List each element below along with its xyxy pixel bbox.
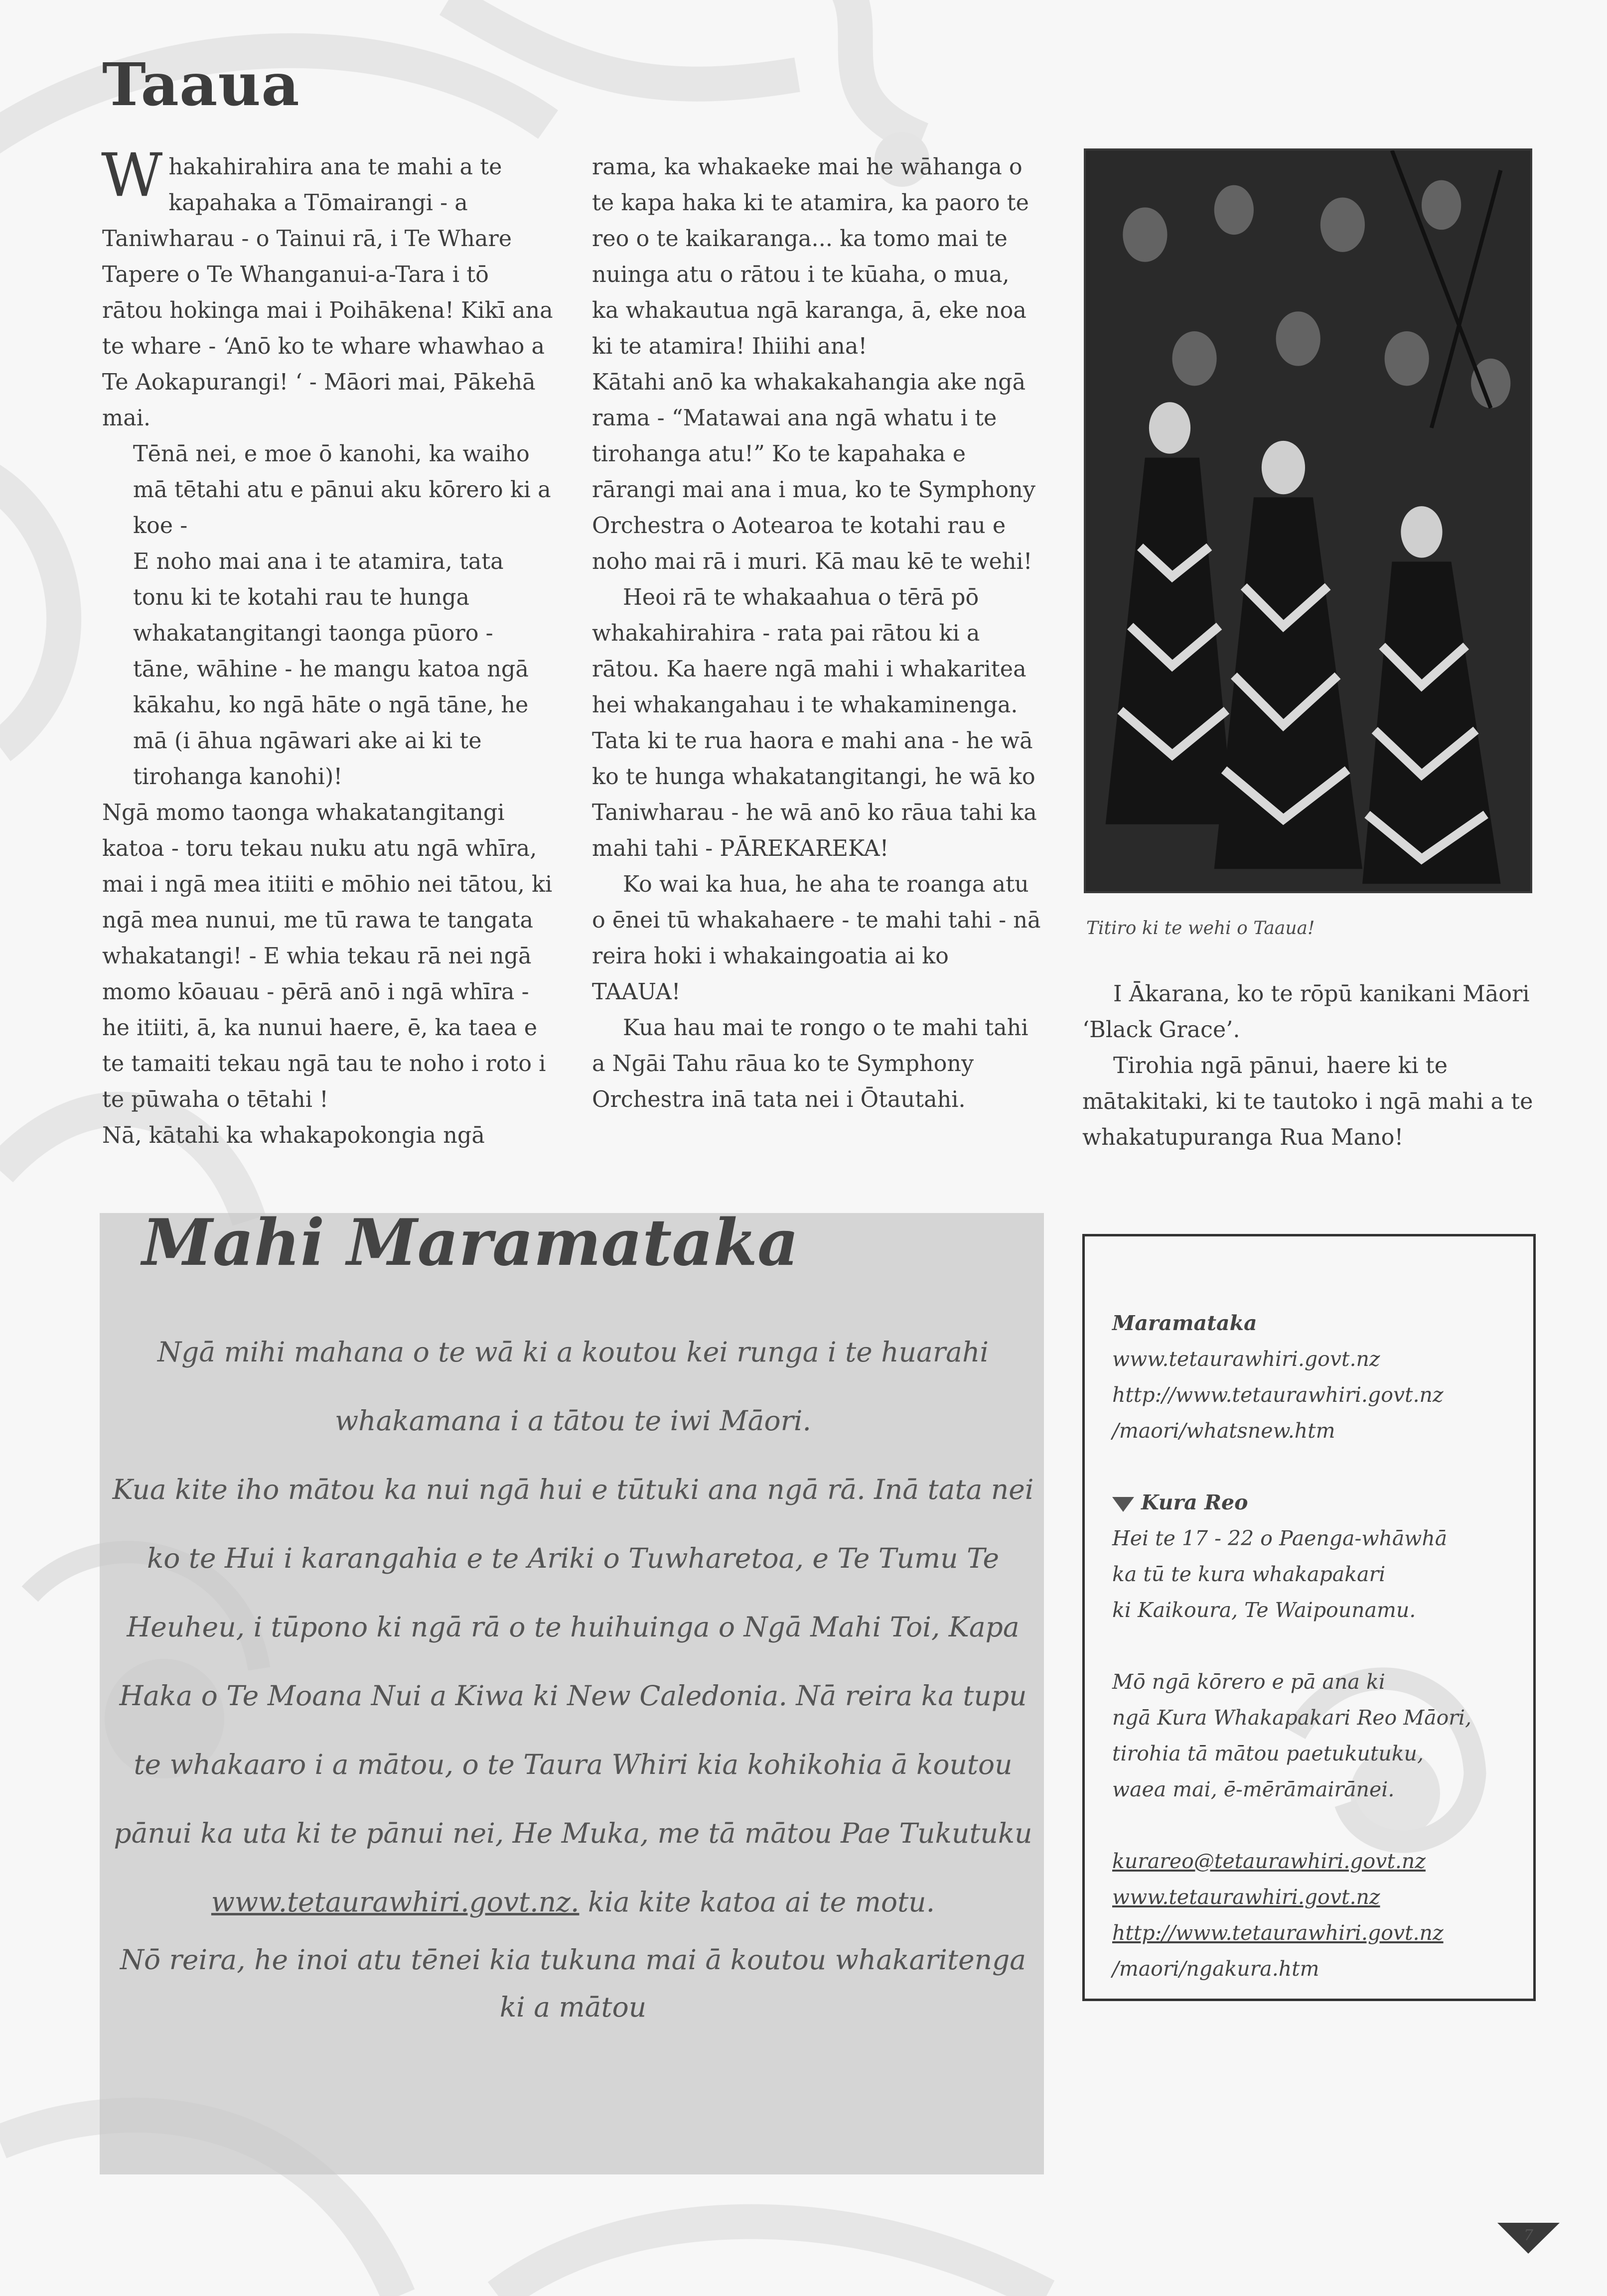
article-column-1	[101, 141, 553, 1154]
text-line: waea mai, ē-mērāmairānei.	[1112, 1777, 1395, 1801]
paragraph: Nā, kātahi ka whakapokongia ngā	[102, 1123, 485, 1148]
website-link[interactable]: www.tetaurawhiri.govt.nz.	[211, 1886, 580, 1918]
paragraph: Tirohia ngā pānui, haere ki te mātakitaki, ki te tautoko i ngā mahi a te whakatupuranga Rua Mano!	[1082, 1053, 1533, 1150]
article-column-2	[592, 149, 1043, 1118]
mahi-maramataka-text	[105, 1318, 1041, 2031]
drop-cap: W	[101, 141, 163, 210]
text-line: ka tū te kura whakapakari	[1112, 1562, 1386, 1586]
url-link[interactable]: /maori/whatsnew.htm	[1112, 1419, 1335, 1443]
paragraph: Ko wai ka hua, he aha te roanga atu o ēnei tū whakahaere - te mahi tahi - nā reira hoki i whakaingoatia ai ko TAAUA!	[592, 872, 1041, 1005]
page-number: 7	[1523, 2227, 1534, 2244]
paragraph: Tēnā nei, e moe ō kanohi, ka waiho mā tētahi atu e pānui aku kōrero ki a koe -	[133, 441, 551, 539]
paragraph: Kua hau mai te rongo o te mahi tahi a Ngāi Tahu rāua ko te Symphony Orchestra inā tata nei i Ōtautahi.	[592, 1015, 1028, 1112]
text-line: Mō ngā kōrero e pā ana ki	[1112, 1670, 1385, 1694]
paragraph: Kua kite iho mātou ka nui ngā hui e tūtuki ana ngā rā. Inā tata nei ko te Hui i karangahia e te Ariki o Tuwharetoa, e Te Tumu Te Heuheu, i tūpono ki ngā rā o te huihuinga o Ngā Mahi Toi, Kapa Haka o Te Moana Nui a Kiwa ki New Caledonia. Nā reira ka tupu te whakaaro i a mātou, o te Taura Whiri kia kohikohia ā koutou pānui ka uta ki te pānui nei, He Muka, me tā mātou Pae Tukutuku www.tetaurawhiri.govt.nz. kia kite katoa ai te motu.	[112, 1474, 1034, 1918]
photo-caption: Titiro ki te wehi o Taaua!	[1086, 918, 1315, 939]
text-line: ki Kaikoura, Te Waipounamu.	[1112, 1598, 1416, 1622]
paragraph: Kātahi anō ka whakakahangia ake ngā rama - “Matawai ana ngā whatu i te tirohanga atu!” Ko te kapahaka e rārangi mai ana i mua, ko te Symphony Orchestra o Aotearoa te kotahi rau e noho mai rā i muri. Kā mau kē te wehi!	[592, 370, 1035, 574]
contact-sidebox-content	[1112, 1305, 1531, 1987]
email-link[interactable]: kurareo@tetaurawhiri.govt.nz	[1112, 1849, 1426, 1873]
paragraph: Ngā momo taonga whakatangitangi katoa - toru tekau nuku atu ngā whīra, mai i ngā mea itiiti e mōhio nei tātou, ki ngā mea nunui, me tū rawa te tangata whakatangi! - E whia tekau rā nei ngā momo kōauau - pērā anō i ngā whīra - he itiiti, ā, ka nunui haere, ē, ka taea e te tamaiti tekau ngā tau te noho i roto i te pūwaha o tētahi !	[102, 800, 553, 1112]
kapahaka-orchestra-photo	[1084, 148, 1532, 893]
paragraph: E noho mai ana i te atamira, tata tonu ki te kotahi rau te hunga whakatangitangi taonga pūoro - tāne, wāhine - he mangu katoa ngā kākahu, ko ngā hāte o ngā tāne, he mā (i āhua ngāwari ake ai ki te tirohanga kanohi)!	[133, 549, 529, 790]
url-link[interactable]: www.tetaurawhiri.govt.nz	[1112, 1347, 1380, 1371]
paragraph: Ngā mihi mahana o te wā ki a koutou kei runga i te huarahi whakamana i a tātou te iwi Māori.	[157, 1336, 989, 1437]
paragraph: Nō reira, he inoi atu tēnei kia tukuna mai ā koutou whakaritenga ki a mātou	[120, 1944, 1026, 2023]
text-line: ngā Kura Whakapakari Reo Māori,	[1112, 1706, 1472, 1730]
paragraph: I Ākarana, ko te rōpū kanikani Māori ‘Black Grace’.	[1082, 981, 1530, 1043]
page-number-marker	[1497, 2223, 1560, 2254]
paragraph: Whakahirahira ana te mahi a te kapahaka a Tōmairangi - a Taniwharau - o Tainui rā, i Te Whare Tapere o Te Whanganui-a-Tara i tō rātou hokinga mai i Poihākena! Kikī ana te whare - ‘Anō ko te whare whawhao a Te Aokapurangi! ‘ - Māori mai, Pākehā mai.	[101, 141, 553, 431]
text-line: Hei te 17 - 22 o Paenga-whāwhā	[1112, 1526, 1448, 1550]
url-link[interactable]: http://www.tetaurawhiri.govt.nz	[1112, 1921, 1444, 1945]
paragraph: Heoi rā te whakaahua o tērā pō whakahirahira - rata pai rātou ki a rātou. Ka haere ngā mahi i whakaritea hei whakangahau i te whakaminenga. Tata ki te rua haora e mahi ana - he wā ko te hunga whakatangitangi, he wā ko Taniwharau - he wā anō ko rāua tahi ka mahi tahi - PĀREKAREKA!	[592, 585, 1037, 861]
sidebox-heading-maramataka: Maramataka	[1112, 1311, 1257, 1335]
article-column-3	[1082, 976, 1533, 1156]
url-link[interactable]: /maori/ngakura.htm	[1112, 1957, 1319, 1981]
sidebox-heading-kura-reo: Kura Reo	[1112, 1485, 1531, 1520]
text-line: tirohia tā mātou paetukutuku,	[1112, 1742, 1424, 1765]
article-title: Taaua	[102, 50, 300, 119]
paragraph: rama, ka whakaeke mai he wāhanga o te kapa haka ki te atamira, ka paoro te reo o te kaikaranga... ka tomo mai te nuinga atu o rātou i te kūaha, o mua, ka whakautua ngā karanga, ā, eke noa ki te atamira! Ihiihi ana!	[592, 154, 1029, 359]
url-link[interactable]: www.tetaurawhiri.govt.nz	[1112, 1885, 1380, 1909]
url-link[interactable]: http://www.tetaurawhiri.govt.nz	[1112, 1383, 1444, 1407]
mahi-maramataka-title: Mahi Maramataka	[142, 1206, 799, 1280]
triangle-down-icon	[1112, 1497, 1134, 1512]
